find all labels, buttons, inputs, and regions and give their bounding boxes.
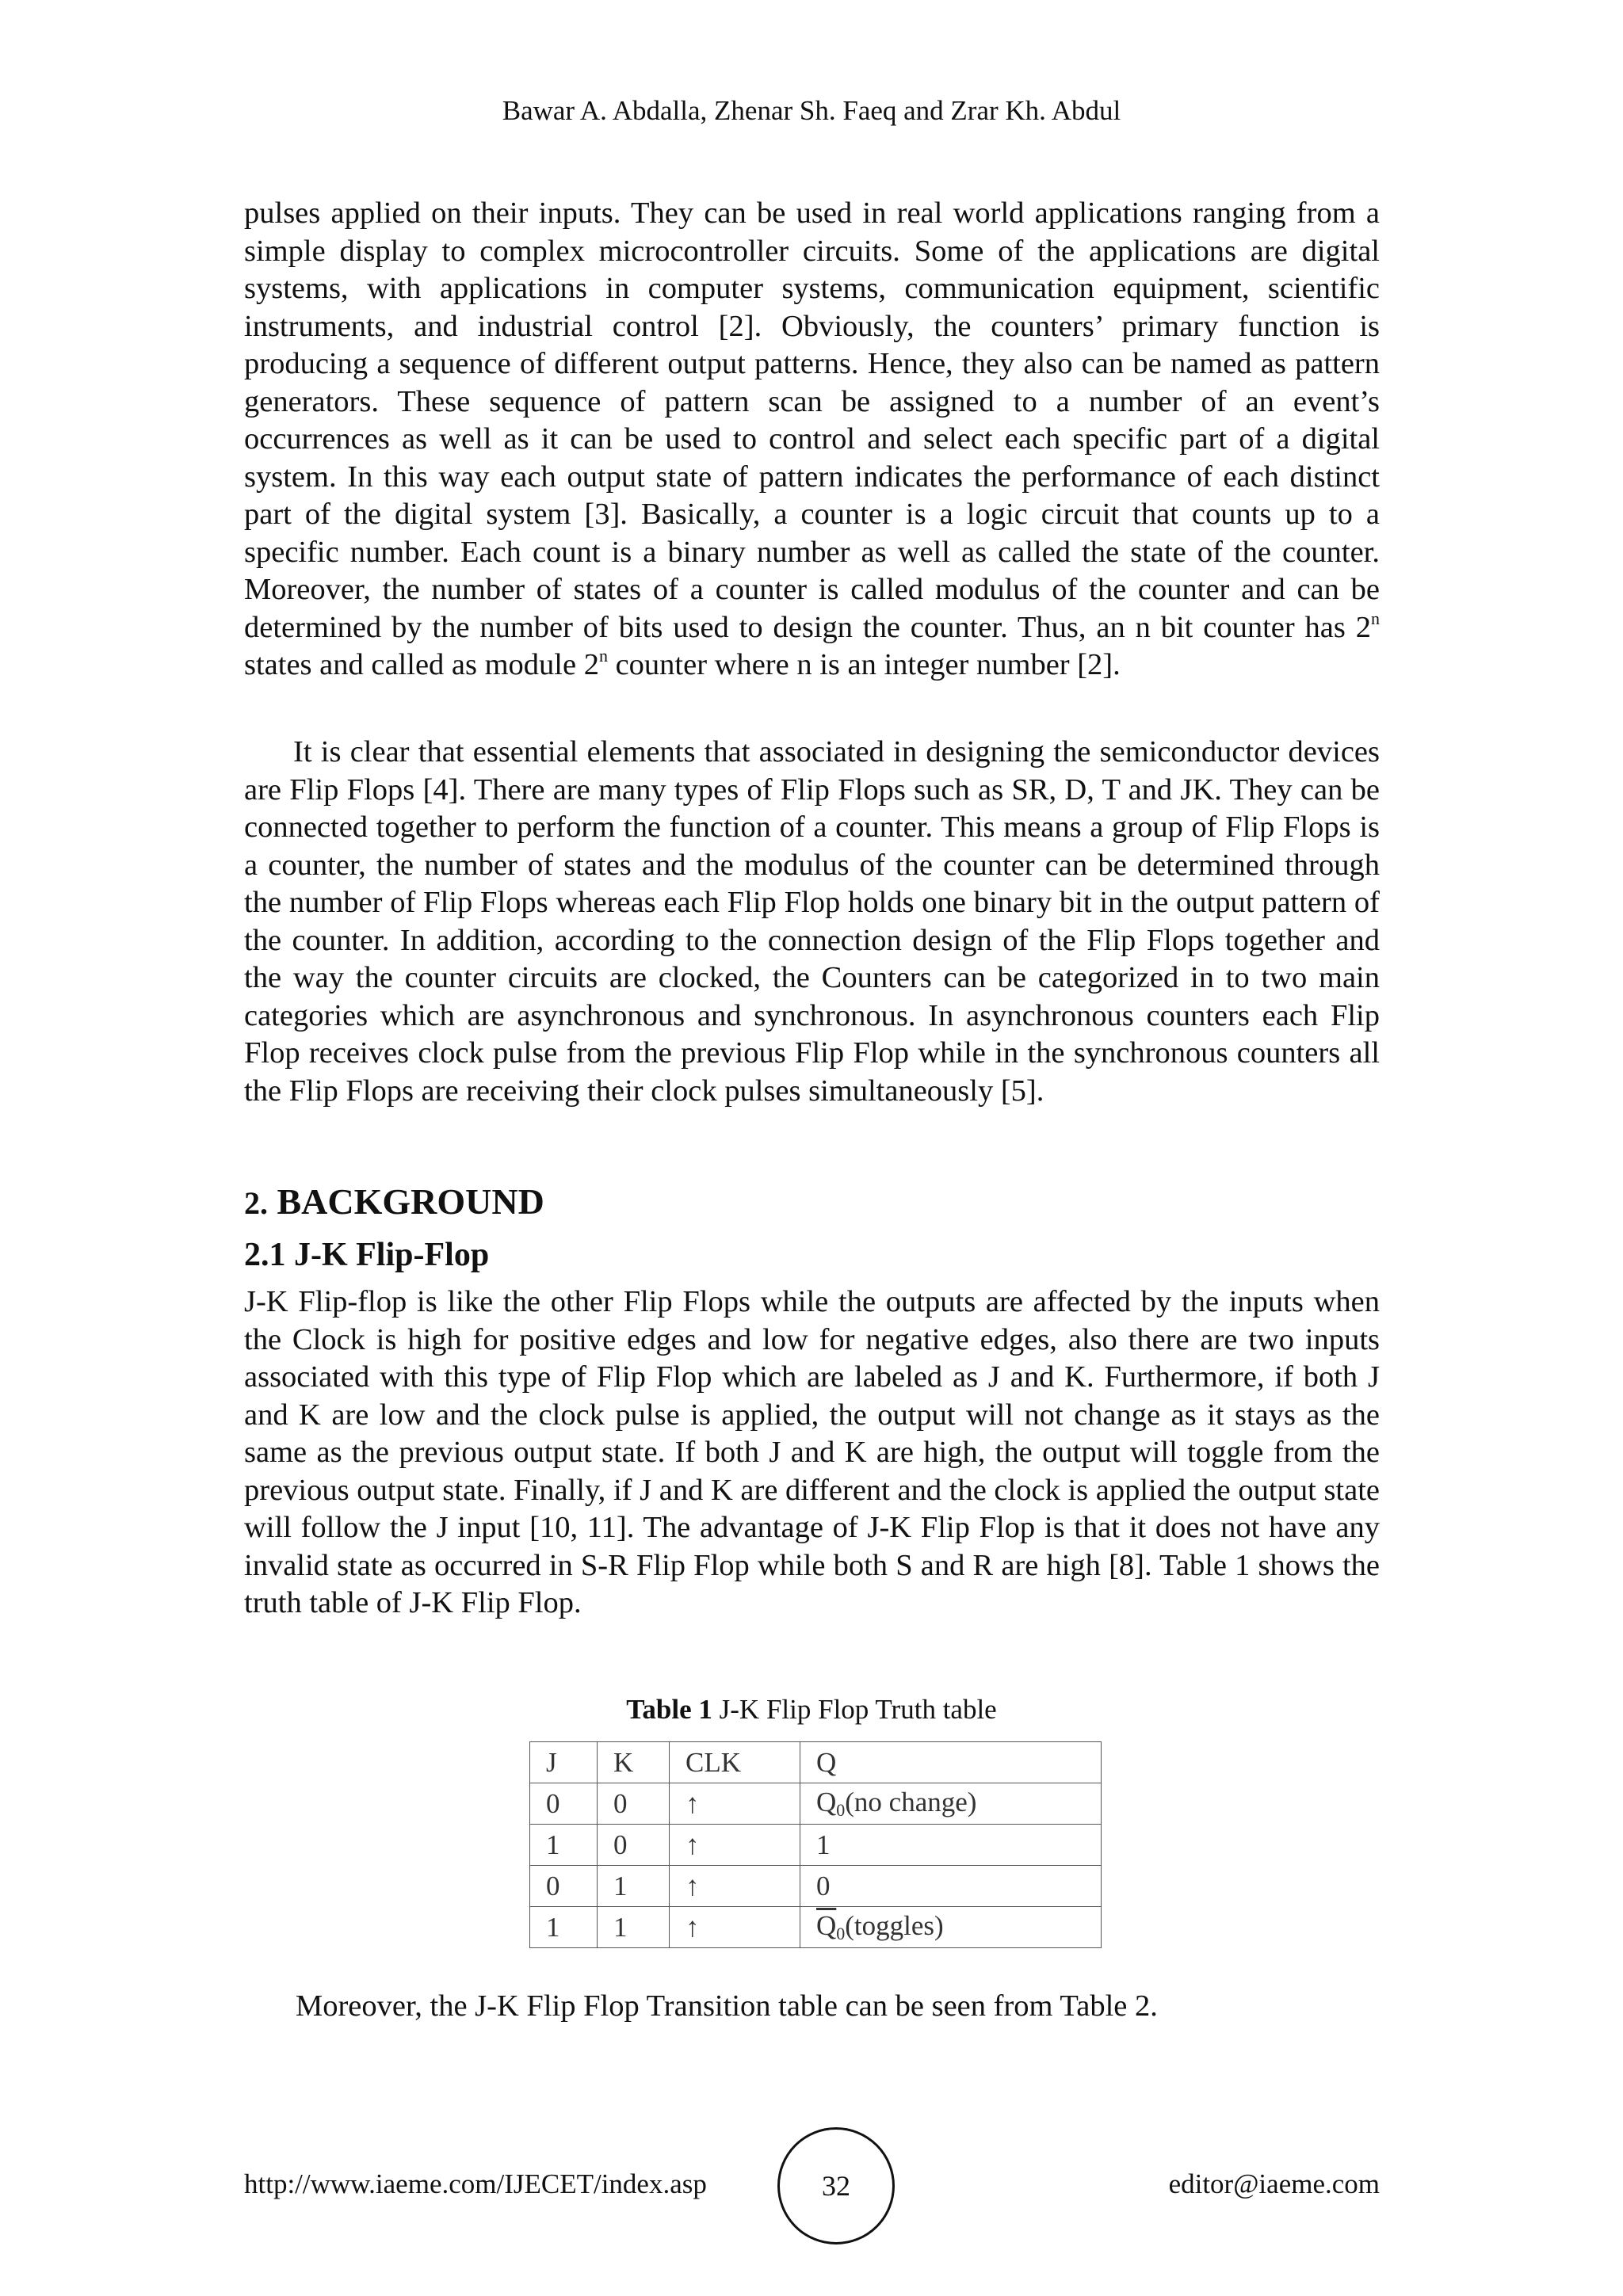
table-row [530,1783,1102,1825]
q-subscript: 0 [836,1800,846,1820]
table-cell: 0 [598,1825,670,1866]
table-row [530,1866,1102,1907]
section-heading [244,1180,544,1222]
superscript-n: n [1371,608,1380,628]
table-cell: 0 [530,1783,598,1825]
paragraph-intro-text-3: counter where n is an integer number [2]. [607,648,1121,681]
paragraph-intro-text-2: states and called as module 2 [244,648,599,681]
table-cell-clock: ↑ [670,1783,800,1825]
q-symbol: Q [816,1787,837,1817]
table-row [530,1825,1102,1866]
paragraph-flip-flops: It is clear that essential elements that associated in designing the semiconductor devices are Flip Flops [4]. There are many types of Flip Flops such as SR, D, T and JK. They can be connected together to perform the function of a counter. This means a group of Flip Flops is a counter, the number of states and the modulus of the counter can be determined through the number of Flip Flops whereas each Flip Flop holds one binary bit in the output pattern of the counter. In addition, according to the connection design of the Flip Flops together and the way the counter circuits are clocked, the Counters can be categorized in to two main categories which are asynchronous and synchronous. In asynchronous counters each Flip Flop receives clock pulse from the previous Flip Flop while in the synchronous counters all the Flip Flops are receiving their clock pulses simultaneously [5]. [244,735,1380,1108]
table-cell: 0 [800,1866,1102,1907]
paragraph-closing: Moreover, the J-K Flip Flop Transition table can be seen from Table 2. [296,1989,1158,2023]
table-cell: 1 [530,1825,598,1866]
table-cell: 0 [530,1866,598,1907]
q-note: (toggles) [845,1910,944,1941]
table-cell-clock: ↑ [670,1825,800,1866]
table-header-cell: J [530,1742,598,1783]
section-number: 2. [244,1185,268,1221]
table-header-cell: K [598,1742,670,1783]
section-title: BACKGROUND [277,1181,544,1222]
superscript-n: n [598,646,608,666]
truth-table [529,1741,1102,1948]
table-cell [800,1907,1102,1948]
page-number: 32 [777,2127,895,2245]
table-header-cell: CLK [670,1742,800,1783]
table-cell: 0 [598,1783,670,1825]
table-cell: 1 [530,1907,598,1948]
table-header-row [530,1742,1102,1783]
q-subscript: 0 [836,1924,846,1943]
table-cell: 1 [598,1866,670,1907]
table-cell-clock: ↑ [670,1866,800,1907]
table-cell: 1 [800,1825,1102,1866]
table-caption-text: J-K Flip Flop Truth table [712,1694,997,1725]
table-row [530,1907,1102,1948]
paragraph-jk: J-K Flip-flop is like the other Flip Flops while the outputs are affected by the inputs when the Clock is high for positive edges and low for negative edges, also there are two inputs associated with this type of Flip Flop which are labeled as J and K. Furthermore, if both J and K are low and the clock pulse is applied, the output will not change as it stays as the same as the previous output state. If both J and K are high, the output will toggle from the previous output state. Finally, if J and K are different and the clock is applied the output state will follow the J input [10, 11]. The advantage of J-K Flip Flop is that it does not have any invalid state as occurred in S-R Flip Flop while both S and R are high [8]. Table 1 shows the truth table of J-K Flip Flop. [244,1285,1380,1619]
paragraph-intro [244,195,1380,685]
footer-url-link[interactable]: http://www.iaeme.com/IJECET/index.asp [244,2168,707,2199]
q-note: (no change) [845,1787,977,1817]
table-caption-label: Table 1 [626,1694,712,1725]
footer-email-link[interactable]: editor@iaeme.com [1168,2168,1380,2199]
table-header-cell: Q [800,1742,1102,1783]
table-cell: 1 [598,1907,670,1948]
q-bar-symbol: $\overline{Q}$ [816,1910,837,1941]
paragraph-intro-text: pulses applied on their inputs. They can be used in real world applications ranging from a simple display to complex microcontroller circuits. Some of the applications are digital systems, with applications in computer systems, communication equipment, scientific instruments, and industrial control [2]. Obviously, the counters’ primary function is producing a sequence of different output patterns. Hence, they also can be named as pattern generators. These sequence of pattern scan be assigned to a number of an event’s occurrences as well as it can be used to control and select each specific part of a digital system. In this way each output state of pattern indicates the performance of each distinct part of the digital system [3]. Basically, a counter is a logic circuit that counts up to a specific number. Each count is a binary number as well as called the state of the counter. Moreover, the number of states of a counter is called modulus of the counter and can be determined by the number of bits used to design the counter. Thus, an n bit counter has 2 [244,196,1380,644]
table-caption [0,1694,1623,1726]
table-cell-clock: ↑ [670,1907,800,1948]
running-header: Bawar A. Abdalla, Zhenar Sh. Faeq and Zrar Kh. Abdul [502,95,1121,126]
subsection-heading: 2.1 J-K Flip-Flop [244,1237,490,1273]
table-cell [800,1783,1102,1825]
